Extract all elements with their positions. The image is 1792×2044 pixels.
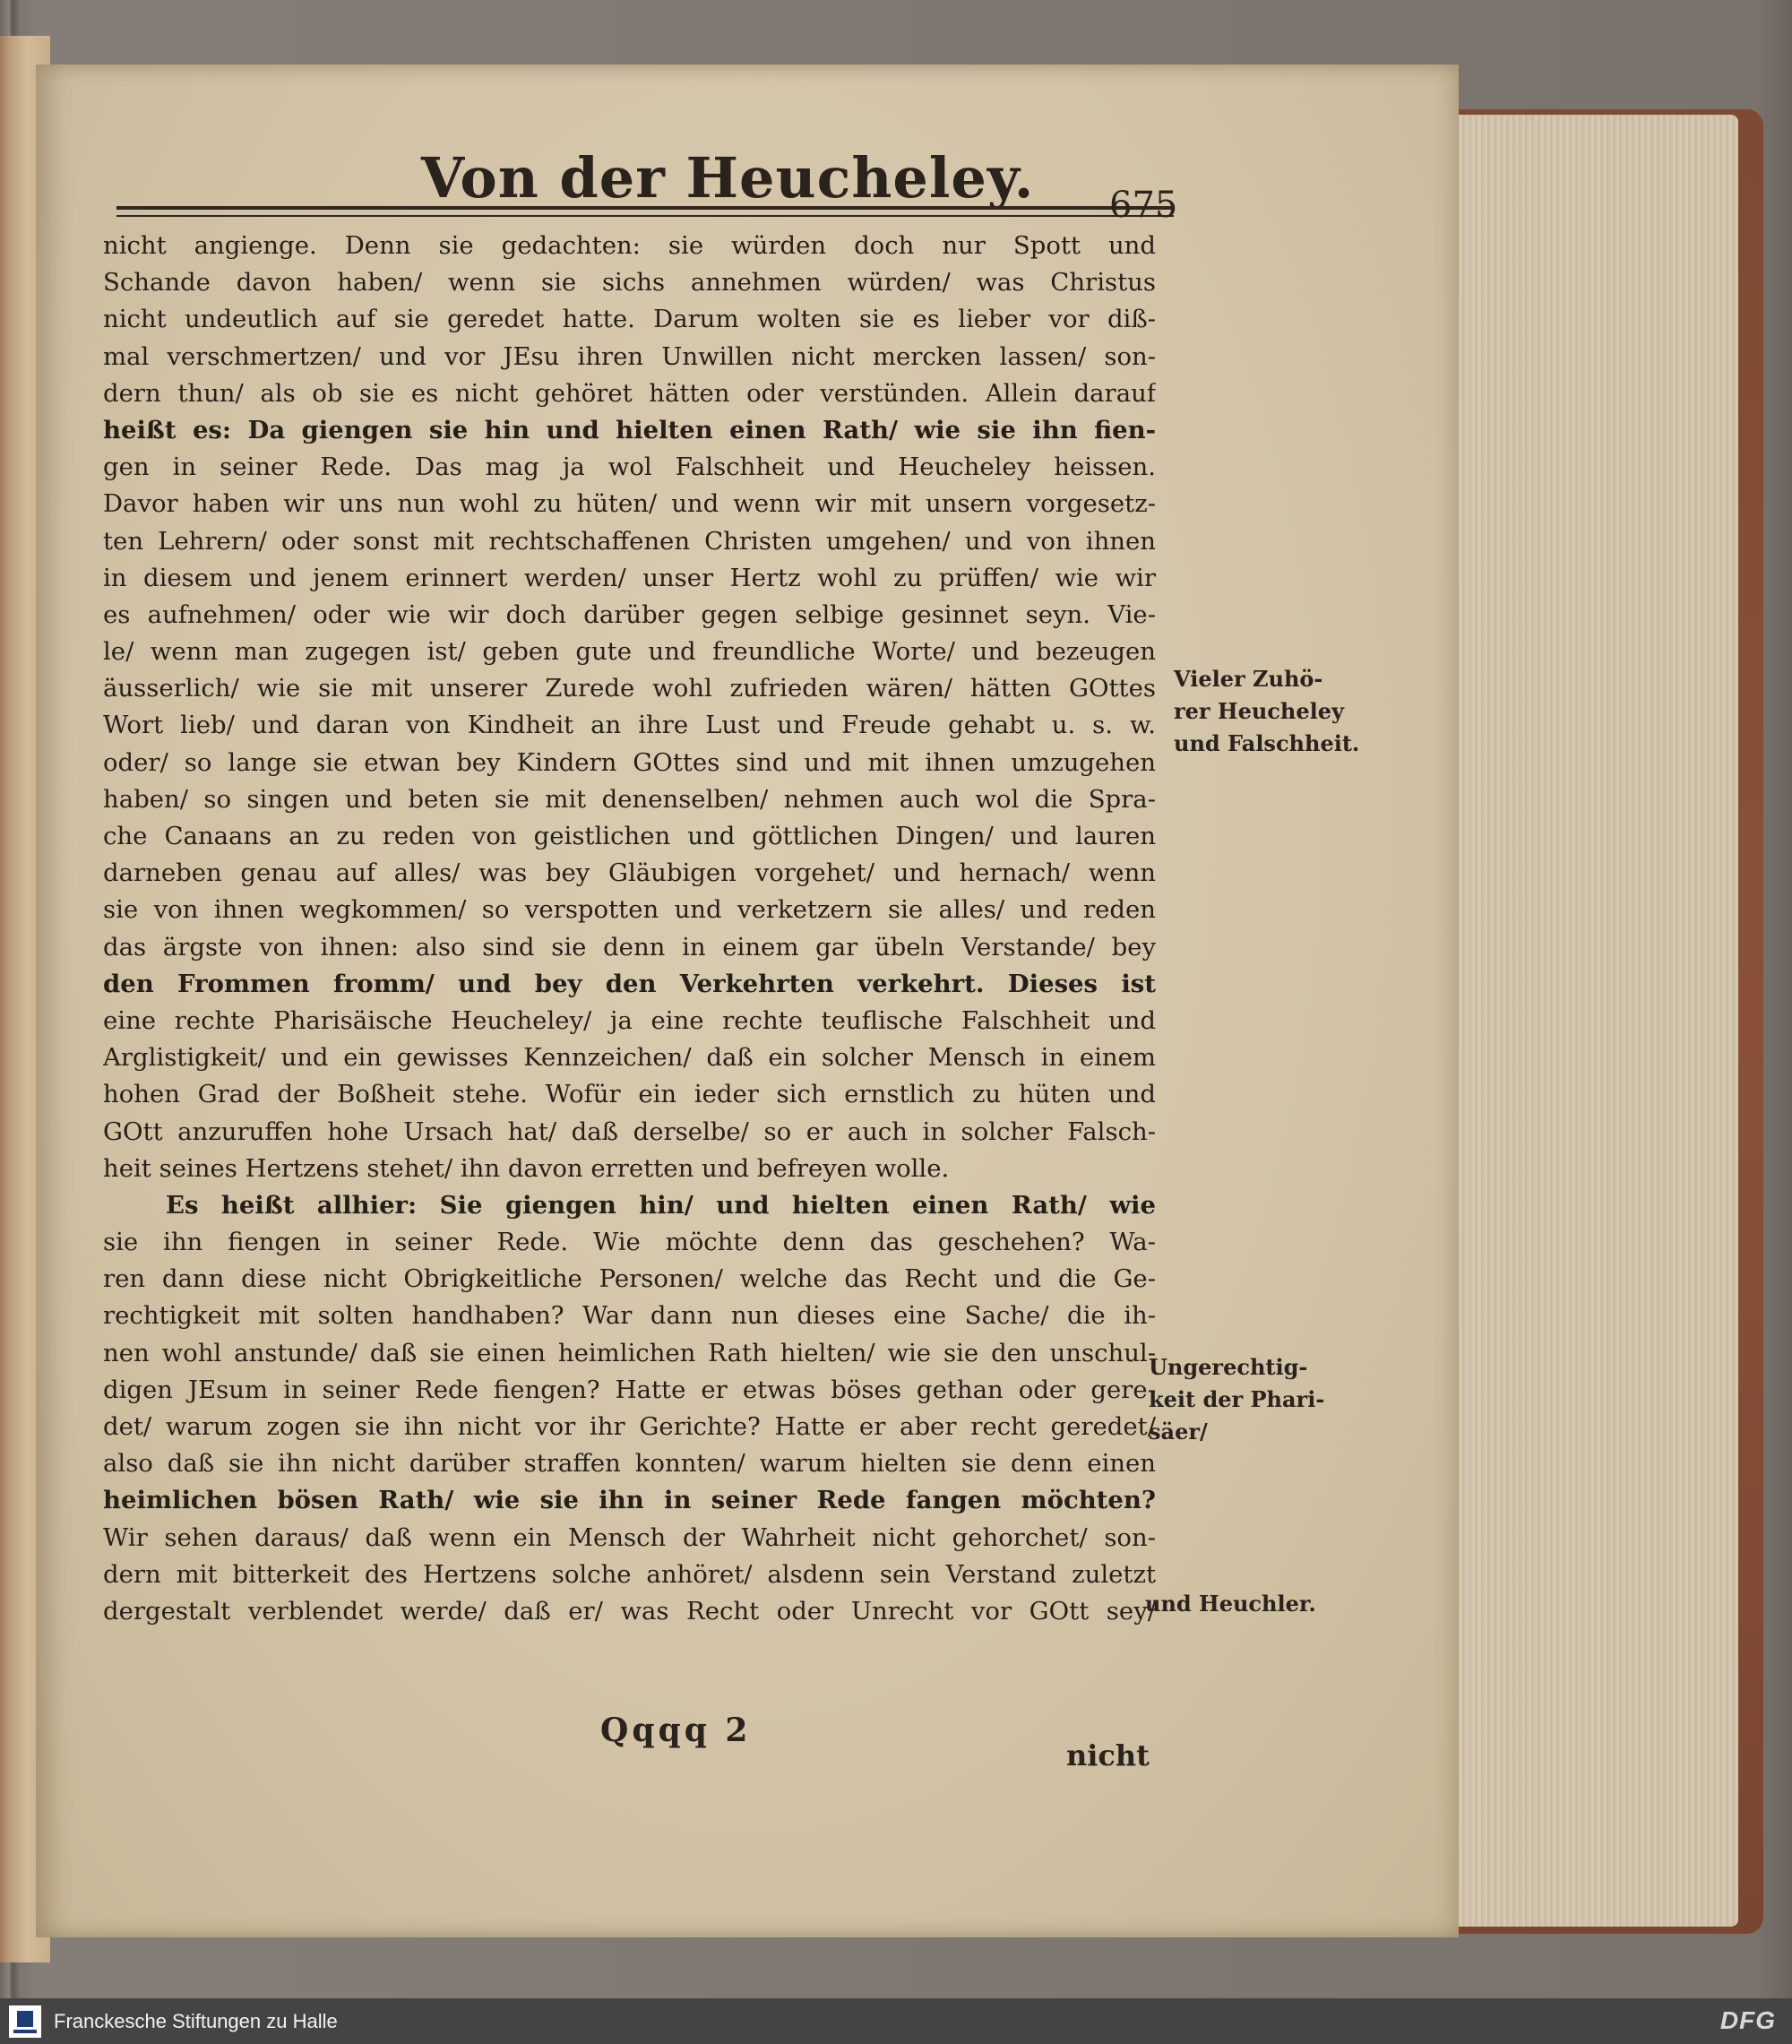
margin-note-line: Ungerechtig-: [1149, 1354, 1308, 1380]
text-line: Schande davon haben/ wenn sie sichs annehmen würden/ was Christus: [103, 268, 1156, 298]
text-line: det/ warum zogen sie ihn nicht vor ihr Gerichte? Hatte er aber recht geredet/: [103, 1412, 1156, 1441]
page-header: [116, 143, 1174, 215]
margin-note-line: rer Heucheley: [1174, 698, 1344, 724]
text-line: Arglistigkeit/ und ein gewisses Kennzeichen/ daß ein solcher Mensch in einem: [103, 1043, 1156, 1073]
text-line: heimlichen bösen Rath/ wie sie ihn in seiner Rede fangen möchten?: [103, 1486, 1156, 1515]
running-title: Von der Heucheley.: [421, 145, 1035, 211]
text-line: mal verschmertzen/ und vor JEsu ihren Unwillen nicht mercken lassen/ son-: [103, 341, 1156, 371]
text-line: das ärgste von ihnen: also sind sie denn in einem gar übeln Verstande/ bey: [103, 932, 1156, 962]
dfg-logo: DFG: [1719, 2006, 1776, 2034]
text-line: heißt es: Da giengen sie hin und hielten einen Rath/ wie sie ihn fien-: [103, 415, 1156, 444]
footer-bar: [0, 1998, 1792, 2044]
text-line: oder/ so lange sie etwan bey Kindern GOttes sind und mit ihnen umzugehen: [103, 747, 1156, 777]
text-line: le/ wenn man zugegen ist/ geben gute und freundliche Worte/ und bezeugen: [103, 637, 1156, 667]
text-line: dern thun/ als ob sie es nicht gehöret hätten oder verstünden. Allein darauf: [103, 378, 1156, 408]
text-line: heit seines Hertzens stehet/ ihn davon erretten und befreyen wolle.: [103, 1153, 950, 1183]
margin-note: [1149, 1351, 1324, 1448]
text-line: haben/ so singen und beten sie mit denenselben/ nehmen auch wol die Spra-: [103, 784, 1156, 814]
text-line: in diesem und jenem erinnert werden/ unser Hertz wohl zu prüffen/ wie wir: [103, 563, 1156, 592]
text-line: rechtigkeit mit solten handhaben? War dann nun dieses eine Sache/ die ih-: [103, 1301, 1156, 1331]
text-line: dern mit bitterkeit des Hertzens solche anhöret/ alsdenn sein Verstand zuletzt: [103, 1559, 1156, 1589]
text-line: nen wohl anstunde/ daß sie einen heimlichen Rath hielten/ wie sie den unschul-: [103, 1338, 1156, 1367]
logo-mark: [17, 2011, 33, 2027]
text-line: Wir sehen daraus/ daß wenn ein Mensch der Wahrheit nicht gehorchet/ son-: [103, 1522, 1156, 1552]
text-line: Wort lieb/ und daran von Kindheit an ihre Lust und Freude gehabt u. s. w.: [103, 711, 1156, 740]
text-line: nicht undeutlich auf sie geredet hatte. Darum wolten sie es lieber vor diß-: [103, 305, 1156, 334]
margin-note-line: Vieler Zuhö-: [1174, 666, 1323, 692]
text-line: eine rechte Pharisäische Heucheley/ ja eine rechte teuflische Falschheit und: [103, 1005, 1156, 1035]
margin-note-line: und Falschheit.: [1174, 730, 1360, 756]
text-line: äusserlich/ wie sie mit unserer Zurede wohl zufrieden wären/ hätten GOttes: [103, 674, 1156, 703]
margin-note: [1145, 1588, 1316, 1620]
text-line: dergestalt verblendet werde/ daß er/ was Recht oder Unrecht vor GOtt sey/: [103, 1596, 1156, 1626]
text-line: digen JEsum in seiner Rede fiengen? Hatte er etwas böses gethan oder gere-: [103, 1375, 1156, 1404]
text-line: Es heißt allhier: Sie giengen hin/ und hielten einen Rath/ wie: [166, 1190, 1156, 1220]
text-line: che Canaans an zu reden von geistlichen und göttlichen Dingen/ und lauren: [103, 822, 1156, 850]
text-line: hohen Grad der Boßheit stehe. Wofür ein ieder sich ernstlich zu hüten und: [103, 1080, 1156, 1109]
text-line: sie von ihnen wegkommen/ so verspotten und verketzern sie alles/ und reden: [103, 895, 1156, 925]
text-line: GOtt anzuruffen hohe Ursach hat/ daß derselbe/ so er auch in solcher Falsch-: [103, 1117, 1156, 1146]
text-line: sie ihn fiengen in seiner Rede. Wie möchte denn das geschehen? Wa-: [103, 1228, 1156, 1257]
catchword: nicht: [1066, 1738, 1150, 1772]
text-line: darneben genau auf alles/ was bey Gläubigen vorgehet/ und hernach/ wenn: [103, 858, 1156, 888]
text-line: also daß sie ihn nicht darüber straffen konnten/ warum hielten sie denn einen: [103, 1449, 1156, 1479]
text-line: ren dann diese nicht Obrigkeitliche Personen/ welche das Recht und die Ge-: [103, 1264, 1156, 1294]
margin-note-line: säer/: [1149, 1419, 1208, 1445]
page-number: 675: [1109, 185, 1178, 226]
institution-name: Franckesche Stiftungen zu Halle: [54, 2010, 338, 2032]
main-text: [103, 228, 1156, 1630]
page-edges: [1434, 115, 1738, 1927]
signature-mark: Qqqq 2: [600, 1712, 752, 1749]
header-rule: [116, 206, 1174, 217]
text-line: gen in seiner Rede. Das mag ja wol Falschheit und Heucheley heissen.: [103, 453, 1156, 482]
margin-note-line: und Heuchler.: [1145, 1591, 1316, 1617]
text-line: den Frommen fromm/ und bey den Verkehrten verkehrt. Dieses ist: [103, 969, 1156, 998]
margin-note-line: keit der Phari-: [1149, 1386, 1325, 1412]
text-line: Davor haben wir uns nun wohl zu hüten/ und wenn wir mit unsern vorgesetz-: [103, 489, 1156, 519]
institution-logo-icon: [9, 2005, 41, 2038]
text-line: nicht angienge. Denn sie gedachten: sie würden doch nur Spott und: [103, 231, 1156, 260]
logo-base: [13, 2030, 37, 2033]
text-line: es aufnehmen/ oder wie wir doch darüber gegen selbige gesinnet seyn. Vie-: [103, 599, 1156, 629]
text-line: ten Lehrern/ oder sonst mit rechtschaffenen Christen umgehen/ und von ihnen: [103, 526, 1156, 556]
margin-note: [1174, 663, 1359, 760]
